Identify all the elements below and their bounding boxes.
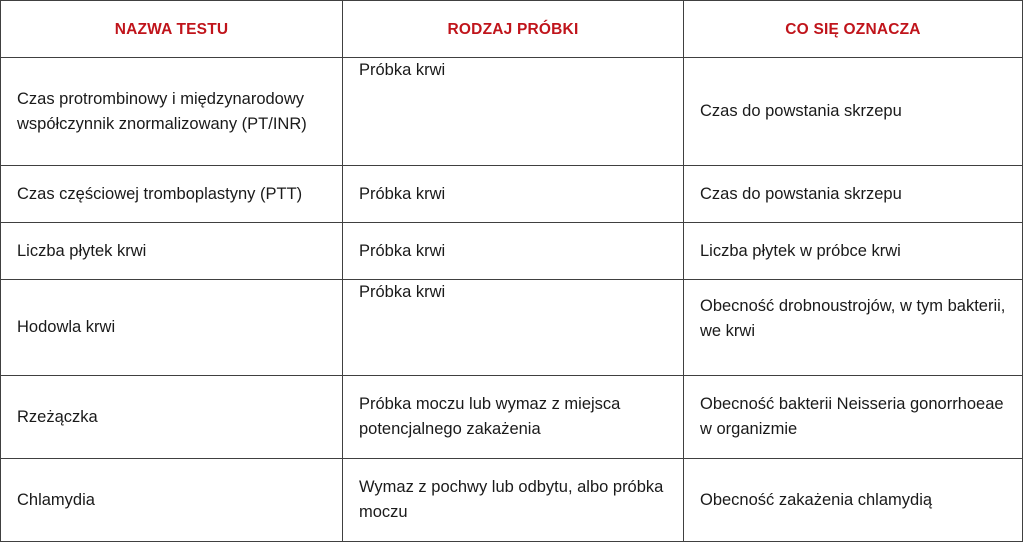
cell-test-name: Czas częściowej tromboplastyny (PTT) bbox=[1, 166, 343, 223]
header-test-name: NAZWA TESTU bbox=[1, 1, 343, 58]
cell-test-name: Chlamydia bbox=[1, 459, 343, 542]
cell-sample-type: Próbka moczu lub wymaz z miejsca potencjalnego zakażenia bbox=[343, 376, 684, 459]
cell-test-name: Liczba płytek krwi bbox=[1, 223, 343, 280]
cell-sample-type: Próbka krwi bbox=[343, 166, 684, 223]
table-row bbox=[1, 223, 1023, 280]
cell-test-name: Czas protrombinowy i międzynarodowy współczynnik znormalizowany (PT/INR) bbox=[1, 58, 343, 166]
cell-test-name: Rzeżączka bbox=[1, 376, 343, 459]
cell-sample-type: Wymaz z pochwy lub odbytu, albo próbka moczu bbox=[343, 459, 684, 542]
cell-meaning: Obecność zakażenia chlamydią bbox=[684, 459, 1023, 542]
table-row bbox=[1, 376, 1023, 459]
table-row bbox=[1, 58, 1023, 166]
cell-test-name: Hodowla krwi bbox=[1, 280, 343, 376]
cell-meaning: Czas do powstania skrzepu bbox=[684, 58, 1023, 166]
cell-meaning: Liczba płytek w próbce krwi bbox=[684, 223, 1023, 280]
cell-sample-type: Próbka krwi bbox=[343, 58, 684, 166]
table-row bbox=[1, 166, 1023, 223]
header-row bbox=[1, 1, 1023, 58]
header-meaning: CO SIĘ OZNACZA bbox=[684, 1, 1023, 58]
table-row bbox=[1, 459, 1023, 542]
cell-meaning: Czas do powstania skrzepu bbox=[684, 166, 1023, 223]
cell-sample-type: Próbka krwi bbox=[343, 223, 684, 280]
cell-meaning: Obecność drobnoustrojów, w tym bakterii, we krwi bbox=[684, 280, 1023, 376]
header-sample-type: RODZAJ PRÓBKI bbox=[343, 1, 684, 58]
cell-sample-type: Próbka krwi bbox=[343, 280, 684, 376]
cell-meaning: Obecność bakterii Neisseria gonorrhoeae w organizmie bbox=[684, 376, 1023, 459]
table-row bbox=[1, 280, 1023, 376]
